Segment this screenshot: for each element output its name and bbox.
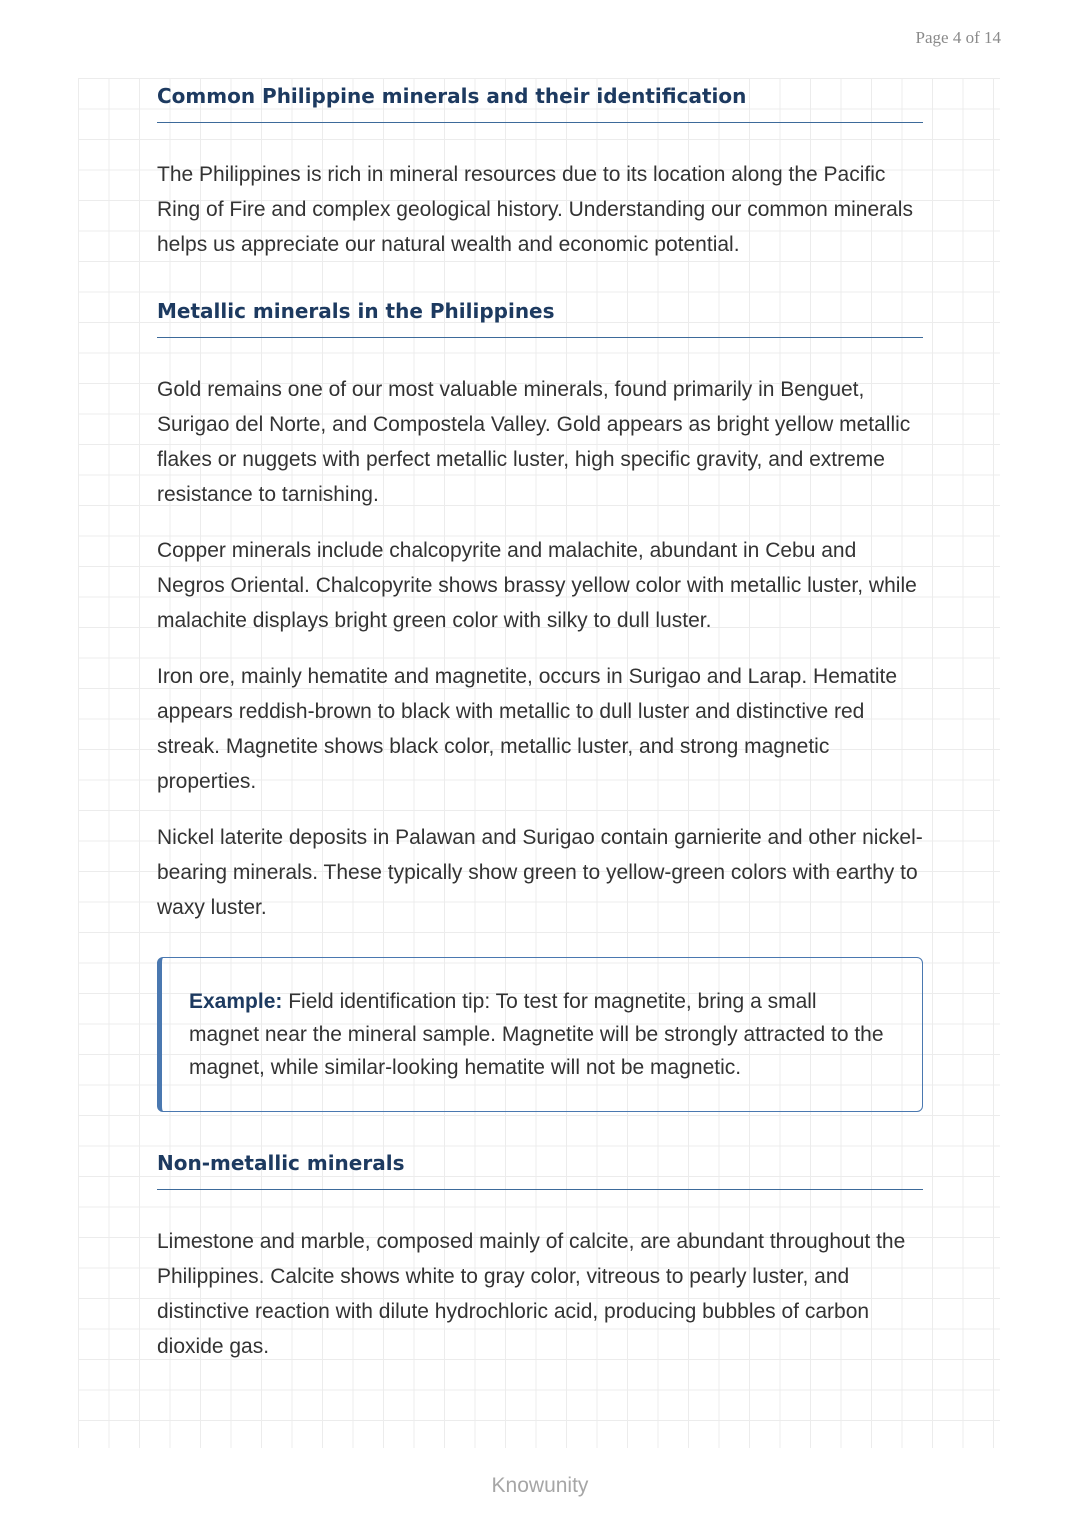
example-text: Field identification tip: To test for magnetite, bring a small magnet near the mineral sample. Magnetite will be strongly attracted to the magnet, while similar-looking hematite will not be magnetic. xyxy=(189,990,884,1079)
limestone-paragraph: Limestone and marble, composed mainly of calcite, are abundant throughout the Philippines. Calcite shows white to gray color, vitreous to pearly luster, and distinctive reaction with dilute hydrochloric acid, producing bubbles of carbon dioxide gas. xyxy=(157,1230,906,1358)
example-label: Example: xyxy=(189,990,283,1013)
example-callout xyxy=(157,957,923,1112)
section-heading-common-minerals: Common Philippine minerals and their identification xyxy=(157,78,923,123)
gold-paragraph: Gold remains one of our most valuable minerals, found primarily in Benguet, Surigao del Norte, and Compostela Valley. Gold appears as bright yellow metallic flakes or nuggets with perfect metallic luster, high specific gravity, and extreme resistance to tarnishing. xyxy=(157,378,911,506)
document-content xyxy=(157,78,923,1364)
iron-ore-paragraph: Iron ore, mainly hematite and magnetite, occurs in Surigao and Larap. Hematite appears reddish-brown to black with metallic to dull luster and distinctive red streak. Magnetite shows black color, metallic luster, and strong magnetic properties. xyxy=(157,665,898,793)
nickel-paragraph: Nickel laterite deposits in Palawan and Surigao contain garnierite and other nickel-bearing minerals. These typically show green to yellow-green colors with earthy to waxy luster. xyxy=(157,826,923,919)
page-number: Page 4 of 14 xyxy=(915,28,1001,47)
intro-paragraph: The Philippines is rich in mineral resources due to its location along the Pacific Ring of Fire and complex geological history. Understanding our common minerals helps us appreciate our natural wealth and economic potential. xyxy=(157,163,913,256)
section-heading-non-metallic-minerals: Non-metallic minerals xyxy=(157,1145,923,1190)
copper-paragraph: Copper minerals include chalcopyrite and malachite, abundant in Cebu and Negros Oriental. Chalcopyrite shows brassy yellow color with metallic luster, while malachite displays bright green color with silky to dull luster. xyxy=(157,539,917,632)
section-heading-metallic-minerals: Metallic minerals in the Philippines xyxy=(157,293,923,338)
knowunity-brand: Knowunity xyxy=(491,1474,589,1497)
